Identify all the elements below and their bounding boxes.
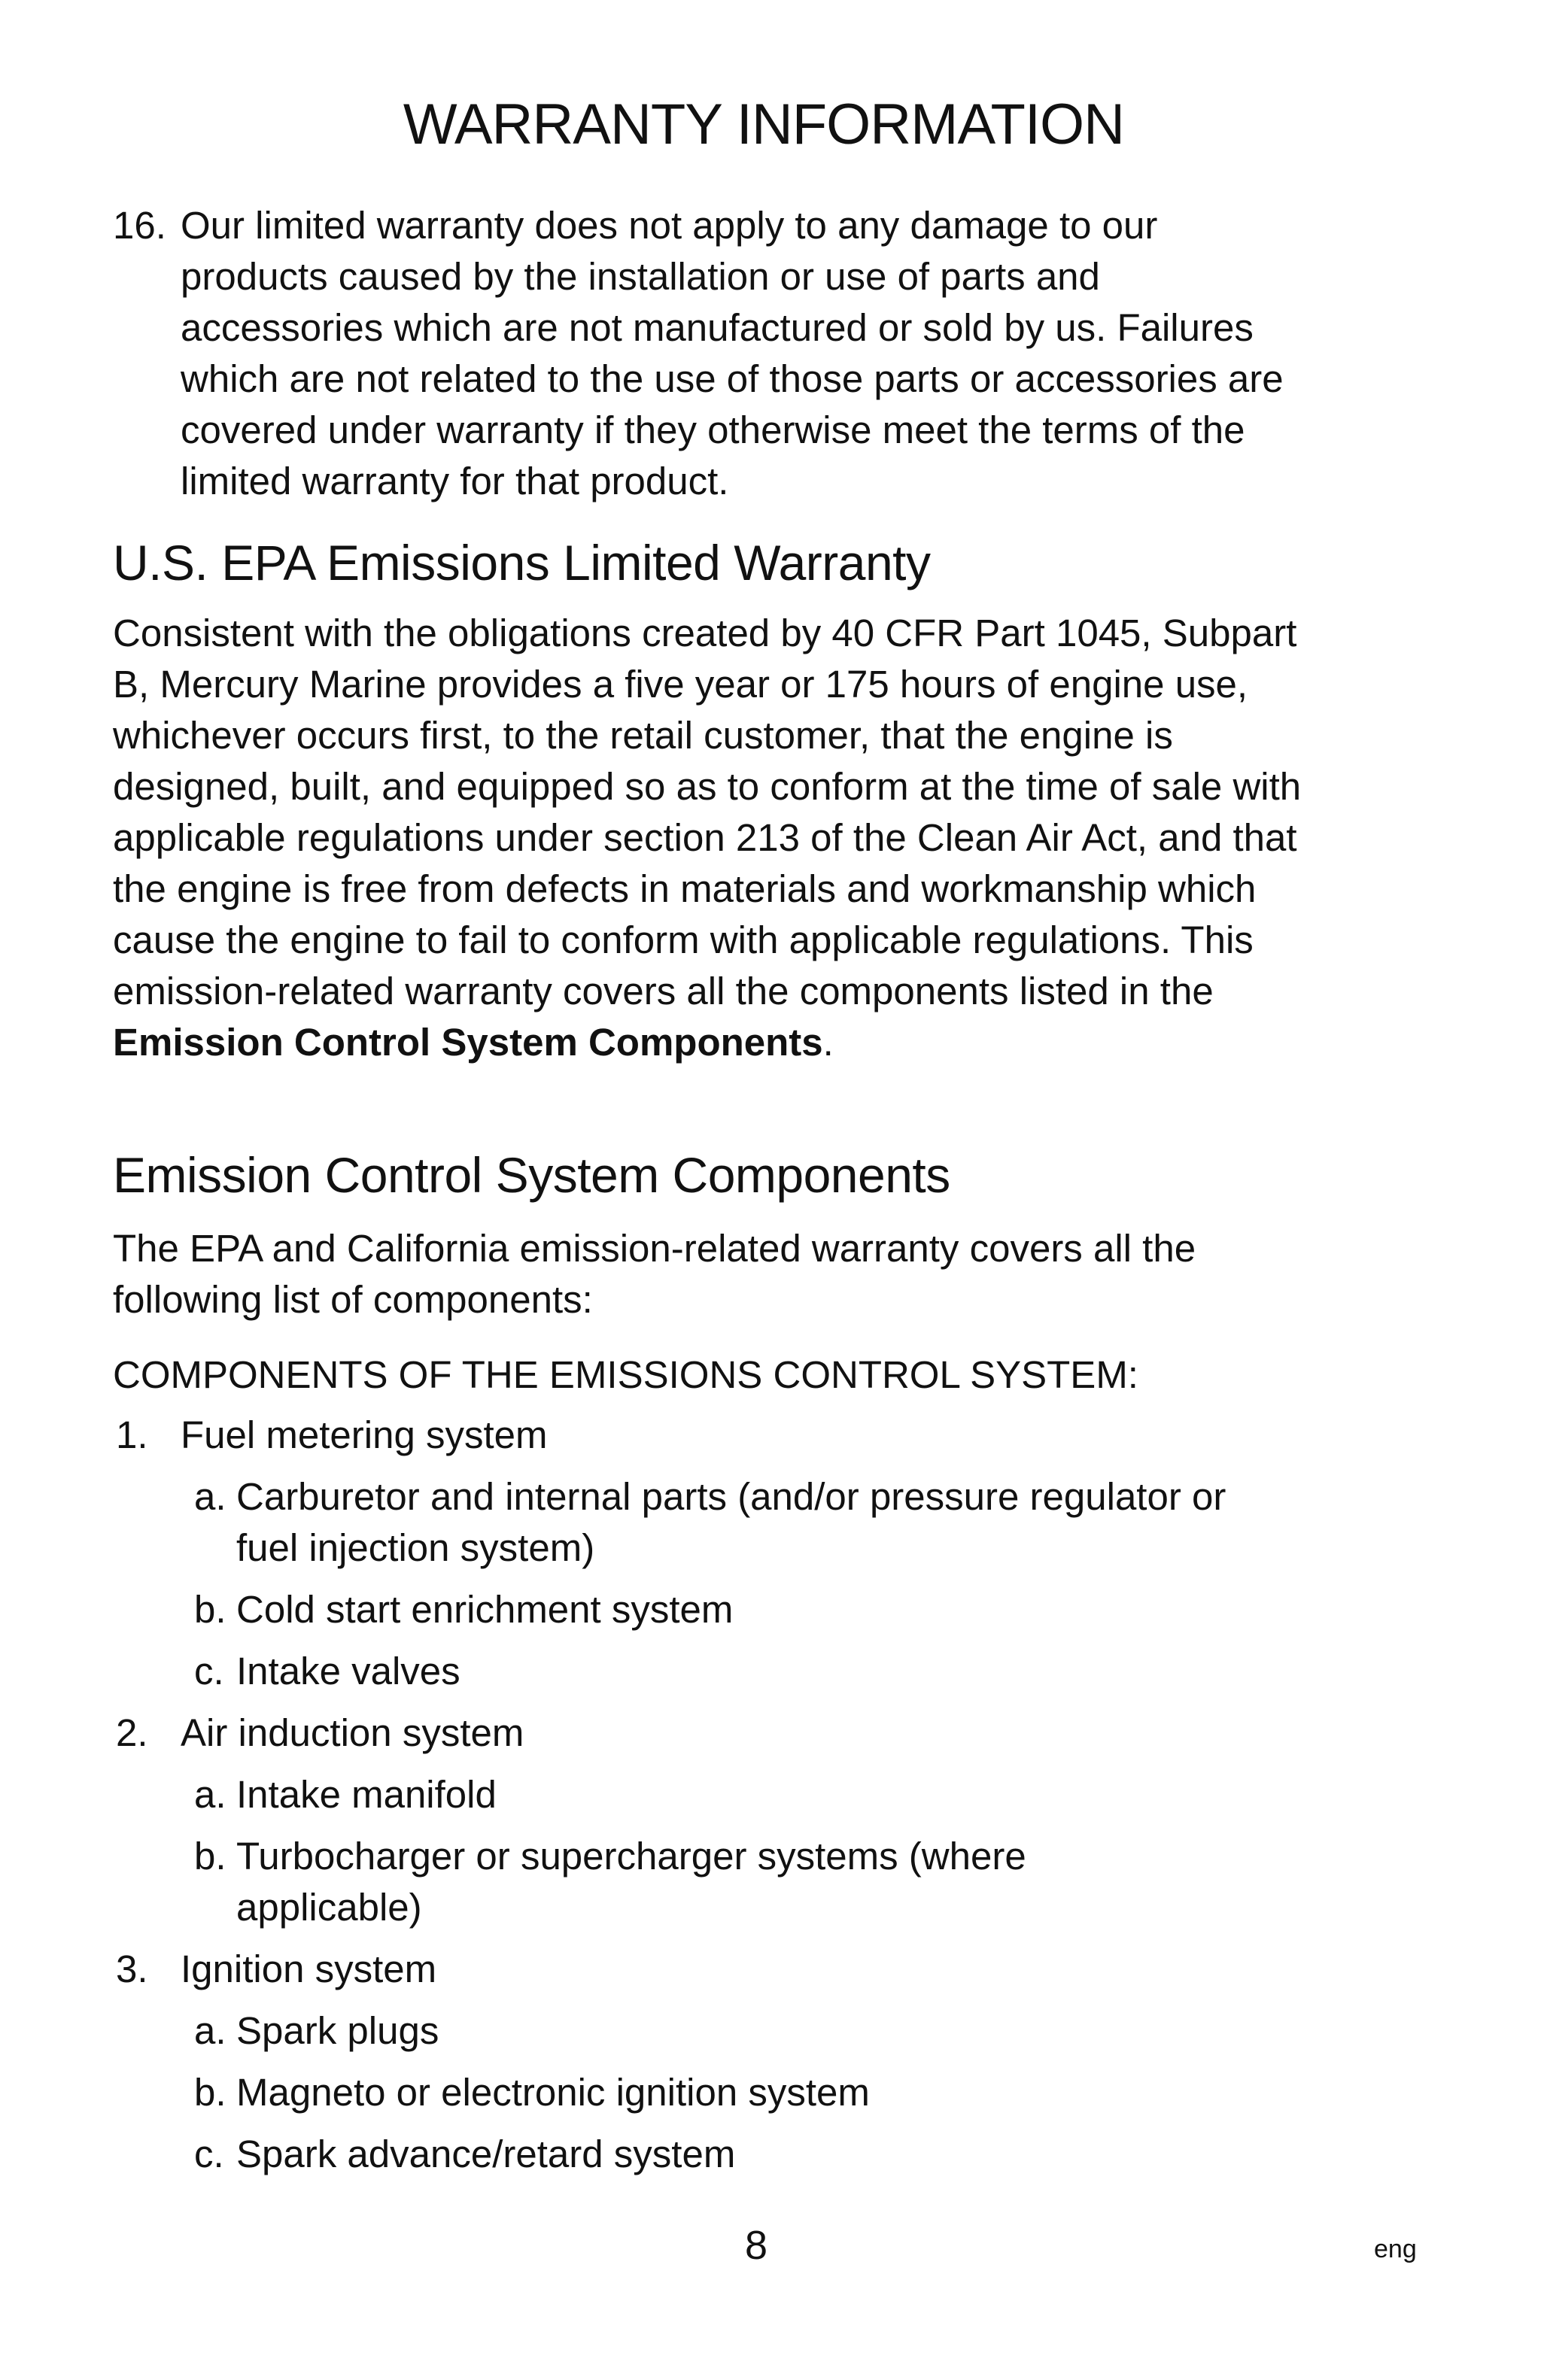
sub-item-label: Spark advance/retard system: [236, 2133, 736, 2175]
sub-item-letter: b.: [194, 1835, 226, 1878]
sub-list-item: [194, 1471, 1293, 1574]
sub-item-label: Magneto or electronic ignition system: [236, 2071, 870, 2114]
epa-warranty-body: [113, 608, 1332, 1068]
sub-item-letter: a.: [194, 1475, 226, 1518]
sub-item-label: Cold start enrichment system: [236, 1588, 734, 1631]
components-intro: The EPA and California emission-related warranty covers all the following list of components:: [113, 1227, 1196, 1321]
sub-item-label: Intake valves: [236, 1650, 460, 1692]
sub-item-label: Turbocharger or supercharger systems (where applicable): [236, 1835, 1026, 1929]
language-code: eng: [1374, 2235, 1417, 2263]
list-item: [116, 1410, 1320, 1461]
sub-list-item: [194, 1646, 1293, 1697]
sub-item-label: Intake manifold: [236, 1773, 497, 1816]
page-title: WARRANTY INFORMATION: [403, 93, 1125, 156]
list-item-label: Ignition system: [181, 1947, 437, 1990]
list-item: [116, 1708, 1320, 1759]
page-number: 8: [744, 2223, 768, 2268]
sub-item-letter: c.: [194, 2133, 224, 2175]
warranty-item-16: [113, 200, 1309, 507]
components-list-title: COMPONENTS OF THE EMISSIONS CONTROL SYSTEM:: [113, 1353, 1138, 1396]
sub-list-item: [194, 2005, 1293, 2057]
sub-list-item: [194, 1769, 1293, 1820]
sub-list-item: [194, 2067, 1293, 2118]
list-item-label: Fuel metering system: [181, 1413, 548, 1456]
epa-body-end: .: [822, 1021, 834, 1064]
components-heading: Emission Control System Components: [113, 1147, 950, 1203]
list-item: [116, 1944, 1320, 1995]
sub-item-letter: b.: [194, 1588, 226, 1631]
sub-list-item: [194, 1831, 1142, 1933]
sub-item-letter: c.: [194, 1650, 224, 1692]
epa-warranty-heading: U.S. EPA Emissions Limited Warranty: [113, 535, 931, 590]
item-number: 16.: [113, 204, 166, 247]
sub-item-letter: b.: [194, 2071, 226, 2114]
item-text: Our limited warranty does not apply to any damage to our products caused by the installation or use of parts and accessories which are not manufactured or sold by us. Failures which are not related to the use of those parts or accessories are covered under warranty if they otherwise meet the terms of the limited warranty for that product.: [181, 204, 1284, 502]
sub-item-label: Carburetor and internal parts (and/or pressure regulator or fuel injection system): [236, 1475, 1226, 1569]
list-item-label: Air induction system: [181, 1711, 524, 1754]
sub-item-letter: a.: [194, 1773, 226, 1816]
sub-list-item: [194, 1584, 1293, 1635]
list-item-number: 1.: [116, 1413, 148, 1456]
list-item-number: 2.: [116, 1711, 148, 1754]
sub-item-label: Spark plugs: [236, 2009, 439, 2052]
epa-body-bold-link: Emission Control System Components: [113, 1021, 823, 1064]
list-item-number: 3.: [116, 1947, 148, 1990]
sub-list-item: [194, 2129, 1293, 2180]
epa-body-text: Consistent with the obligations created by 40 CFR Part 1045, Subpart B, Mercury Marine provides a five year or 175 hours of engine use, whichever occurs first, to the retail customer, that the engine is designed, built, and equipped so as to conform at the time of sale with applicable regulations under section 213 of the Clean Air Act, and that the engine is free from defects in materials and workmanship which cause the engine to fail to conform with applicable regulations. This emission-related warranty covers all the components listed in the: [113, 612, 1302, 1012]
sub-item-letter: a.: [194, 2009, 226, 2052]
